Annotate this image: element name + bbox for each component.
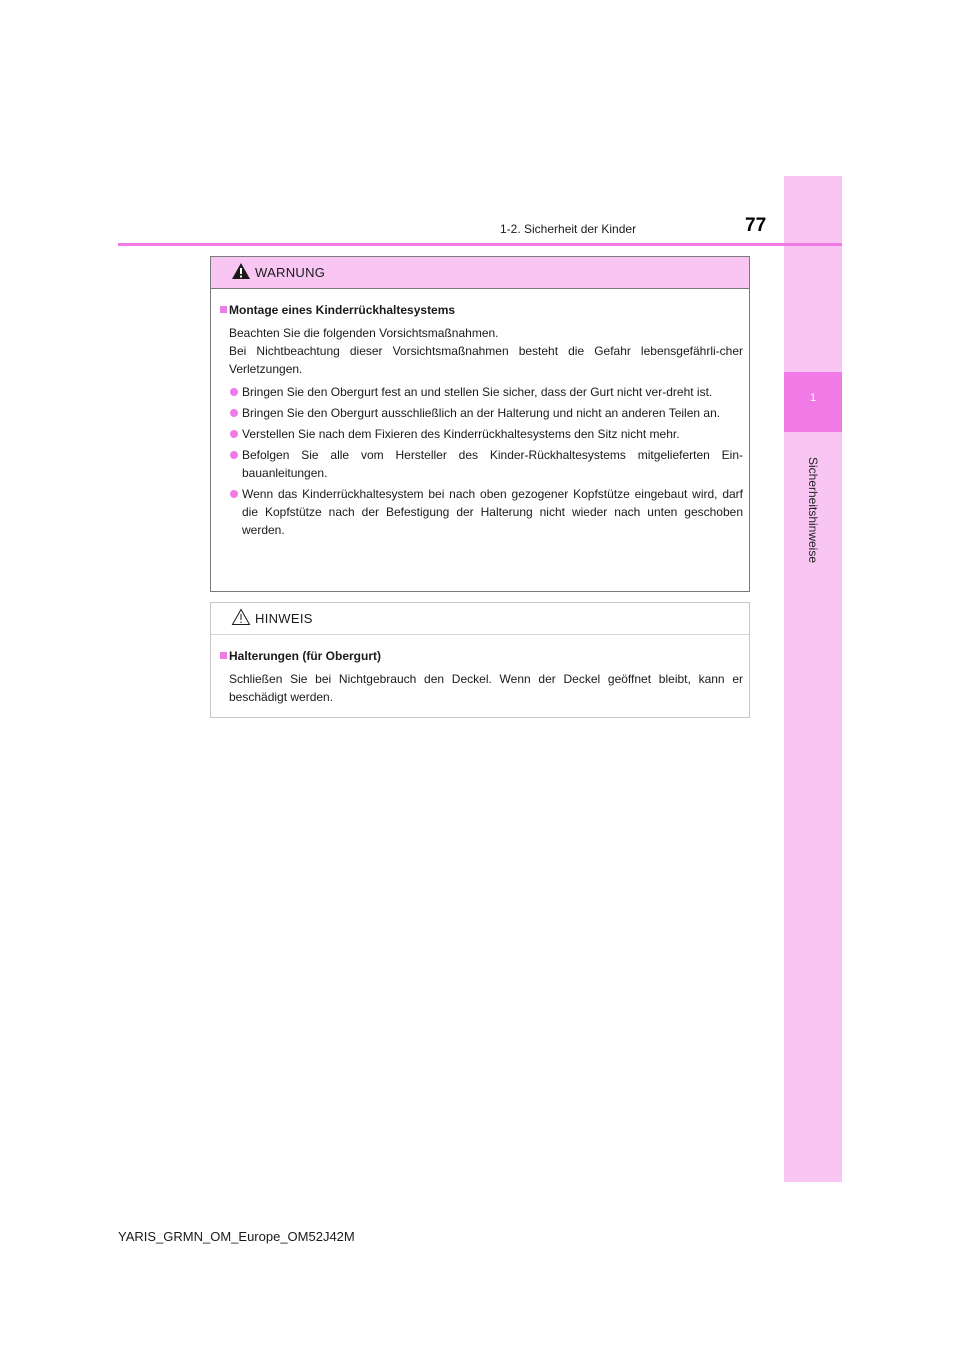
list-item: Bringen Sie den Obergurt fest an und stellen Sie sicher, dass der Gurt nicht ver-dreht ist.	[220, 383, 743, 401]
bullet-dot-icon	[230, 409, 238, 417]
bullet-dot-icon	[230, 388, 238, 396]
list-item: Bringen Sie den Obergurt ausschließlich an der Halterung und nicht an anderen Teilen an.	[220, 404, 743, 422]
warning-triangle-icon	[231, 262, 251, 280]
square-bullet-icon	[220, 306, 227, 313]
page-number: 77	[745, 215, 767, 236]
notice-triangle-icon	[231, 608, 251, 626]
warning-intro: Beachten Sie die folgenden Vorsichtsmaßnahmen. Bei Nichtbeachtung dieser Vorsichtsmaßnahmen besteht die Gefahr lebensgefährli-cher Verletzungen.	[229, 326, 743, 376]
header-rule	[118, 243, 842, 246]
notice-text: Schließen Sie bei Nichtgebrauch den Deckel. Wenn der Deckel geöffnet bleibt, kann er beschädigt werden.	[229, 672, 743, 704]
warning-header	[211, 257, 749, 289]
notice-header	[211, 603, 749, 635]
chapter-title: Sicherheitshinweise	[806, 456, 820, 564]
warning-title: WARNUNG	[255, 265, 326, 280]
warning-subheading: Montage eines Kinderrückhaltesystems	[220, 301, 743, 319]
square-bullet-icon	[220, 652, 227, 659]
document-id: YARIS_GRMN_OM_Europe_OM52J42M	[118, 1229, 355, 1244]
list-item: Befolgen Sie alle vom Hersteller des Kinder-Rückhaltesystems mitgelieferten Ein-bauanleitungen.	[220, 446, 743, 482]
bullet-dot-icon	[230, 451, 238, 459]
notice-box	[210, 602, 750, 718]
section-title: 1-2. Sicherheit der Kinder	[500, 222, 637, 236]
notice-title: HINWEIS	[255, 611, 313, 626]
list-item: Wenn das Kinderrückhaltesystem bei nach oben gezogener Kopfstütze eingebaut wird, darf die Kopfstütze nach der Befestigung der Halterung nicht wieder nach unten geschoben werden.	[220, 485, 743, 539]
bullet-dot-icon	[230, 490, 238, 498]
list-item: Verstellen Sie nach dem Fixieren des Kinderrückhaltesystems den Sitz nicht mehr.	[220, 425, 743, 443]
chapter-side-band	[784, 176, 842, 1182]
warning-bullet-list	[220, 383, 743, 539]
warning-box	[210, 256, 750, 592]
chapter-tab	[784, 372, 842, 432]
chapter-number: 1	[809, 392, 817, 404]
notice-subheading: Halterungen (für Obergurt)	[220, 647, 743, 665]
bullet-dot-icon	[230, 430, 238, 438]
